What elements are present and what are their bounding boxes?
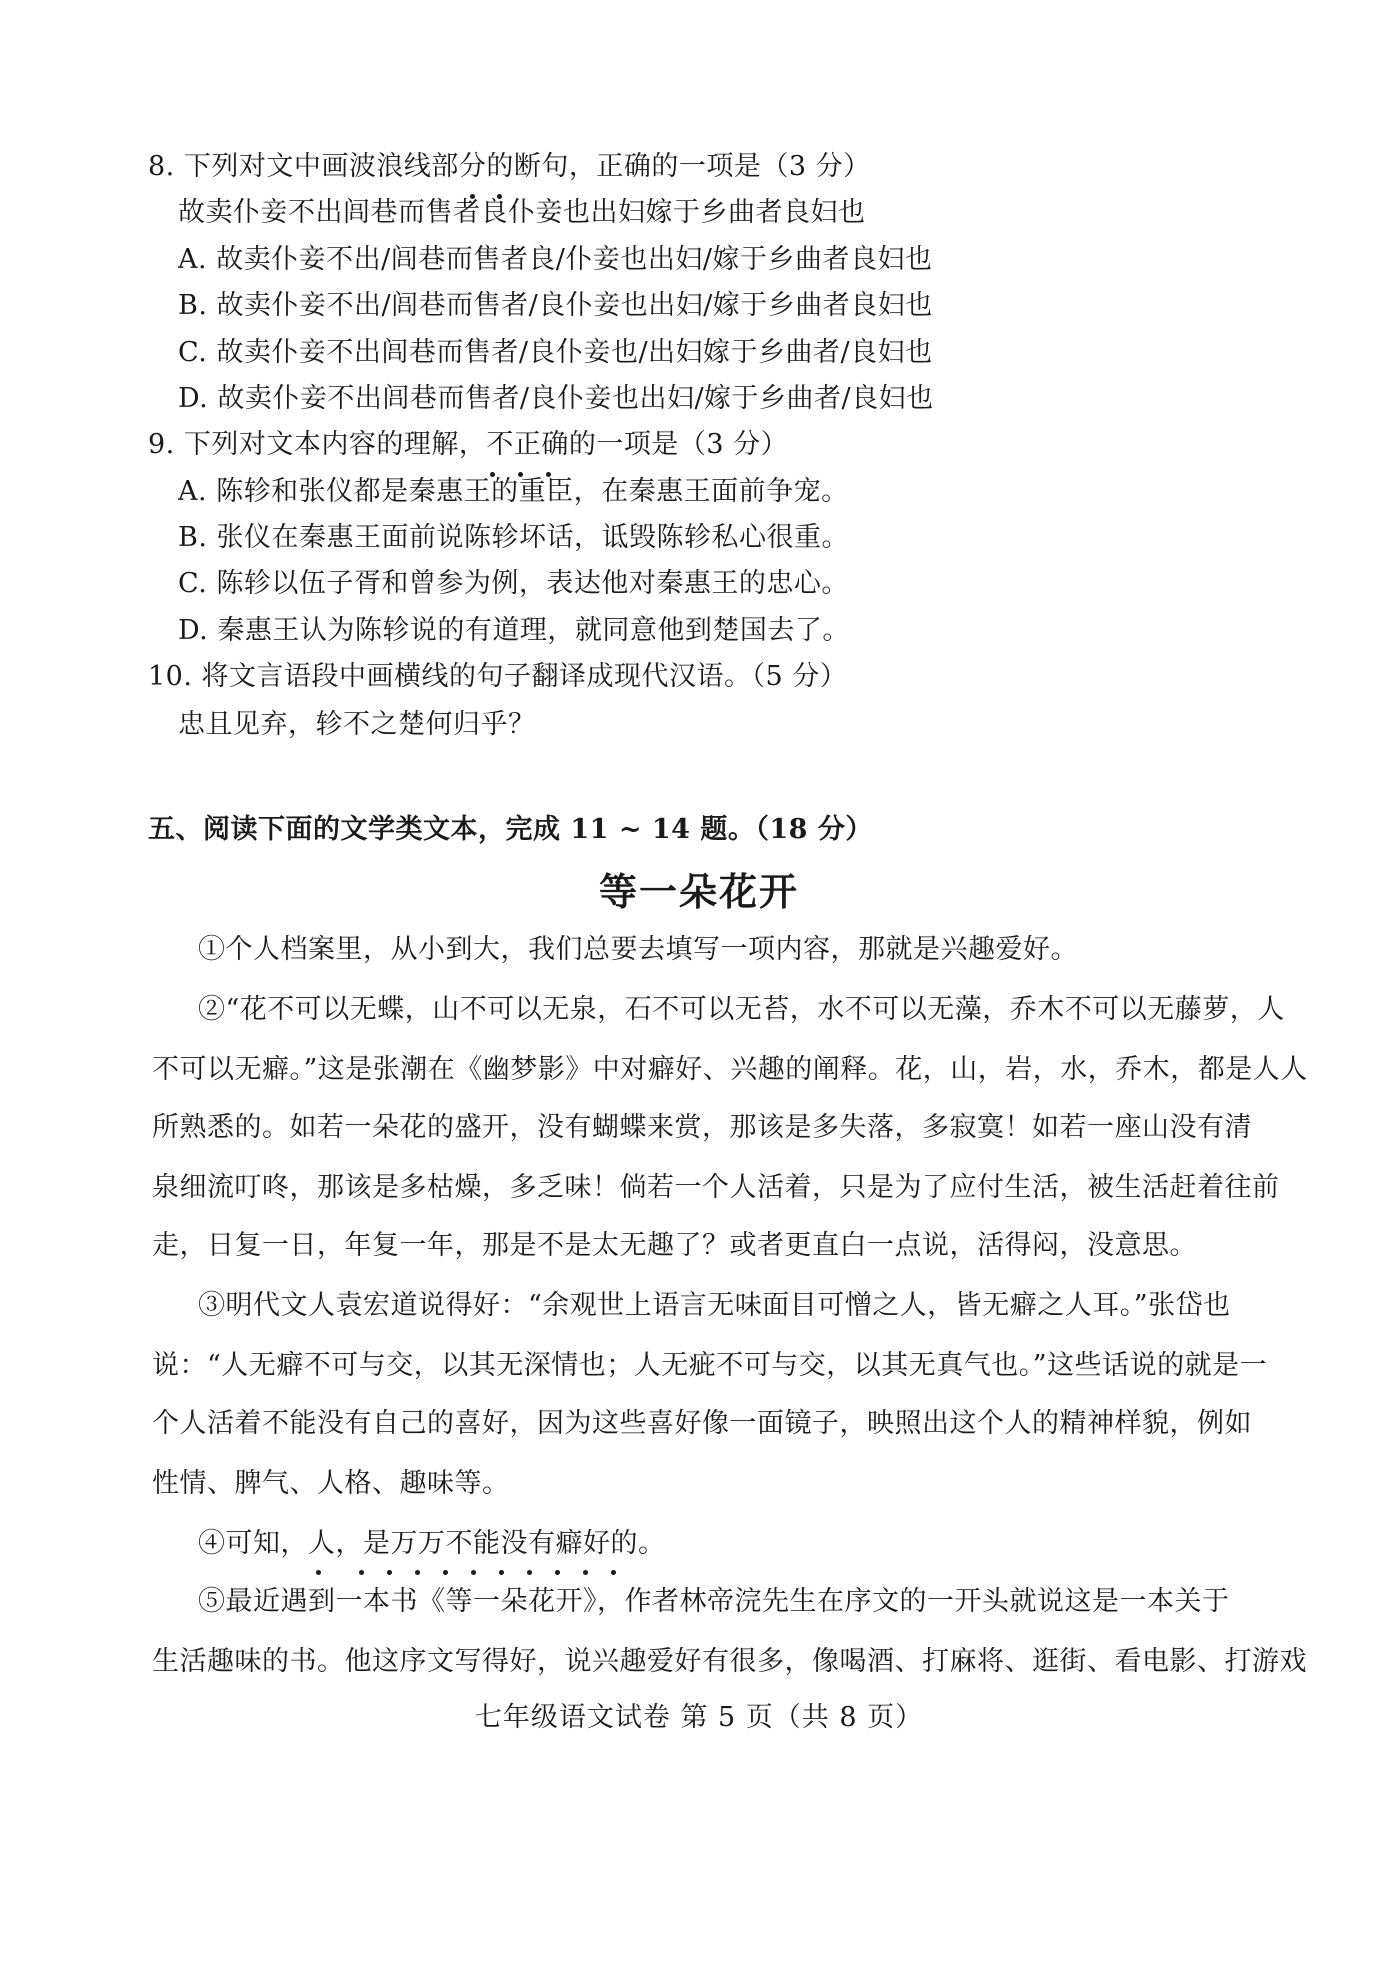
q9-option-a: A. 陈轸和张仪都是秦惠王的重臣，在秦惠王面前争宠。 <box>178 476 849 507</box>
paragraph-line: 个人活着不能没有自己的喜好，因为这些喜好像一面镜子，映照出这个人的精神样貌，例如 <box>152 1408 1252 1439</box>
paragraph-line: 生活趣味的书。他这序文写得好，说兴趣爱好有很多，像喝酒、打麻将、逛街、看电影、打游戏 <box>152 1646 1307 1677</box>
q8-stem: 8. 下列对文中画波浪线部分的断句，正确的一项是（3 分） <box>148 151 871 182</box>
q10-sentence: 忠且见弃，轸不之楚何归乎？ <box>178 709 536 740</box>
emphasis-dot <box>443 1570 448 1575</box>
q9-option-b: B. 张仪在秦惠王面前说陈轸坏话，诋毁陈轸私心很重。 <box>178 522 850 553</box>
paragraph-line: ②“花不可以无蝶，山不可以无泉，石不可以无苔，水不可以无藻，乔木不可以无藤萝，人 <box>198 994 1285 1025</box>
q8-option-d: D. 故卖仆妾不出闾巷而售者/良仆妾也出妇/嫁于乡曲者/良妇也 <box>178 383 934 414</box>
emphasis-dot <box>583 1570 588 1575</box>
q8-option-c: C. 故卖仆妾不出闾巷而售者/良仆妾也/出妇嫁于乡曲者/良妇也 <box>178 337 933 368</box>
emphasis-dot <box>471 1570 476 1575</box>
q10-stem: 10. 将文言语段中画横线的句子翻译成现代汉语。（5 分） <box>148 661 848 692</box>
paragraph-line: 性情、脾气、人格、趣味等。 <box>152 1468 510 1499</box>
paragraph-line: 所熟悉的。如若一朵花的盛开，没有蝴蝶来赏，那该是多失落，多寂寞！如若一座山没有清 <box>152 1112 1252 1143</box>
emphasis-dot <box>555 1570 560 1575</box>
q8-option-b: B. 故卖仆妾不出/闾巷而售者/良仆妾也出妇/嫁于乡曲者良妇也 <box>178 290 933 321</box>
q9-option-c: C. 陈轸以伍子胥和曾参为例，表达他对秦惠王的忠心。 <box>178 568 849 599</box>
emphasis-dot <box>415 1570 420 1575</box>
q9-stem: 9. 下列对文本内容的理解，不正确的一项是（3 分） <box>148 429 789 460</box>
q8-option-a: A. 故卖仆妾不出/闾巷而售者良/仆妾也出妇/嫁于乡曲者良妇也 <box>178 244 933 275</box>
paragraph-line: ①个人档案里，从小到大，我们总要去填写一项内容，那就是兴趣爱好。 <box>198 934 1078 965</box>
emphasis-dot <box>316 1570 321 1575</box>
paragraph-line: ④可知，人，是万万不能没有癖好的。 <box>198 1528 666 1559</box>
emphasis-dot <box>387 1570 392 1575</box>
paragraph-line: ③明代文人袁宏道说得好：“余观世上语言无味面目可憎之人，皆无癖之人耳。”张岱也 <box>198 1290 1231 1321</box>
emphasis-dot <box>527 1570 532 1575</box>
paragraph-line: ⑤最近遇到一本书《等一朵花开》，作者林帝浣先生在序文的一开头就说这是一本关于 <box>198 1586 1230 1617</box>
emphasis-dot <box>359 1570 364 1575</box>
paragraph-line: 泉细流叮咚，那该是多枯燥，多乏味！倘若一个人活着，只是为了应付生活，被生活赶着往前 <box>152 1172 1280 1203</box>
paragraph-line: 走，日复一日，年复一年，那是不是太无趣了？或者更直白一点说，活得闷，没意思。 <box>152 1230 1197 1261</box>
q9-option-d: D. 秦惠王认为陈轸说的有道理，就同意他到楚国去了。 <box>178 615 850 646</box>
section-heading: 五、阅读下面的文学类文本，完成 11 ~ 14 题。（18 分） <box>148 814 873 845</box>
paragraph-line: 不可以无癖。”这是张潮在《幽梦影》中对癖好、兴趣的阐释。花，山，岩，水，乔木，都是人人 <box>152 1054 1308 1085</box>
paragraph-line: 说：“人无癖不可与交，以其无深情也；人无疵不可与交，以其无真气也。”这些话说的就是一 <box>152 1350 1268 1381</box>
emphasis-dot <box>499 1570 504 1575</box>
article-title: 等一朵花开 <box>598 869 799 914</box>
q8-sentence: 故卖仆妾不出闾巷而售者良仆妾也出妇嫁于乡曲者良妇也 <box>178 197 866 228</box>
emphasis-dot <box>611 1570 616 1575</box>
page-footer: 七年级语文试卷 第 5 页（共 8 页） <box>474 1702 924 1733</box>
